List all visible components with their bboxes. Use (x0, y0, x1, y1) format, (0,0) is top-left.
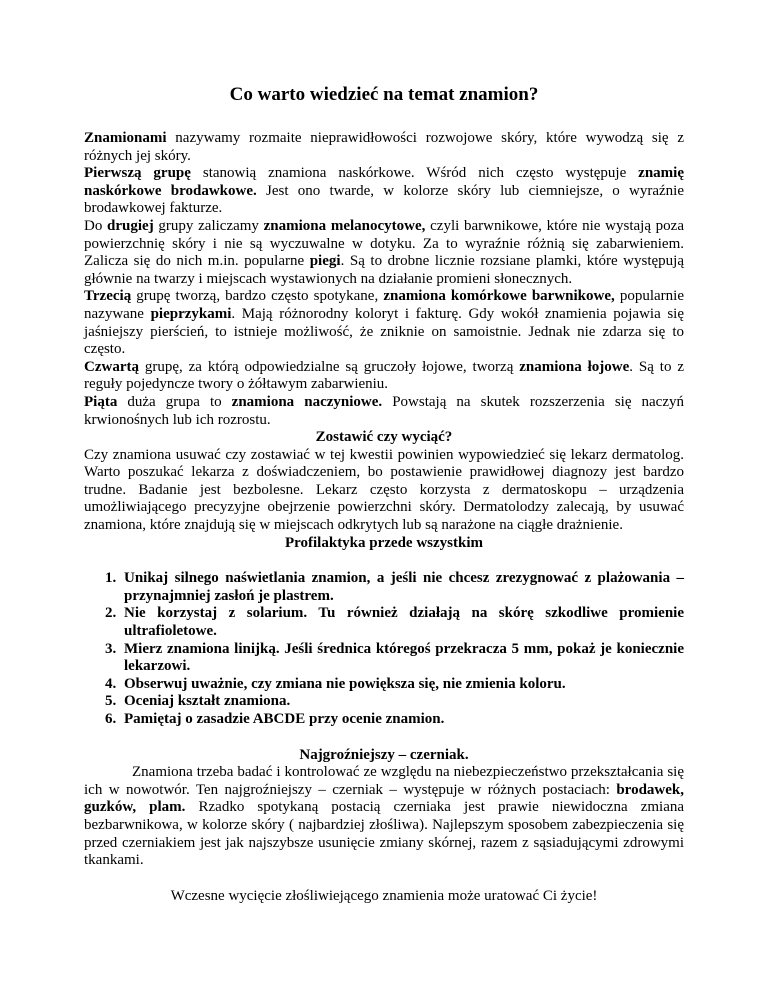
list-item: 5. Oceniaj kształt znamiona. (120, 693, 684, 711)
group4-text-2: . Są to z reguły pojedyncze twory o żółtawym zabarwieniu. (84, 358, 684, 393)
group2-bold-2: znamiona melanocytowe, (263, 217, 426, 234)
list-item: 2. Nie korzystaj z solarium. Tu również działają na skórę szkodliwe promienie ultrafioletowe. (120, 605, 684, 640)
group1-text-1: stanowią znamiona naskórkowe. Wśród nich często występuje (190, 165, 639, 182)
group3-text-3: . Mają różnorodny koloryt i fakturę. Gdy wokół znamienia pojawia się jaśniejszy pierścień, to istnieje możliwość, że zniknie on samoistnie. Jednak nie zdarza się to często. (84, 305, 684, 358)
group1-bold-2: znamię naskórkowe brodawkowe. (84, 165, 684, 199)
group2-text-1: grupy zaliczamy (153, 217, 264, 234)
group3-text-2: popularnie nazywane (84, 288, 684, 322)
intro-bold: Znamionami (84, 130, 167, 146)
group3-bold-1: Trzecią (84, 288, 132, 305)
section2-heading: Zostawić czy wyciąć? (315, 429, 453, 446)
group3-bold-3: pieprzykami (150, 305, 232, 322)
group1-text-2: Jest ono twarde, w kolorze skóry lub ciemniejsze, o wyraźnie brodawkowej fakturze. (84, 182, 685, 217)
group5-paragraph (84, 394, 684, 429)
group5-text-1: duża grupa to (117, 393, 232, 410)
section4-text-2: Rzadko spotykaną postacią czerniaka jest prawie niewidoczna zmiana bezbarwnikowa, w kolorze skóry ( najbardziej złośliwa). Najlepszym sposobem zabezpieczenia się przed czerniakiem jest jak najszybsze usunięcie zmiany skórnej, razem z sąsiadującymi zdrowymi tkankami. (84, 799, 685, 869)
list-item: 1. Unikaj silnego naświetlania znamion, a jeśli nie chcesz zrezygnować z plażowania – przynajmniej zasłoń je plastrem. (120, 570, 684, 605)
section4-bold-1: brodawek, guzków, plam. (84, 781, 684, 816)
group3-paragraph (84, 288, 684, 358)
section4-text-1: Znamiona trzeba badać i kontrolować ze względu na niebezpieczeństwo przekształcania się ich w nowotwór. Ten najgroźniejszy – czerniak – występuje w różnych postaciach: (84, 764, 684, 798)
group2-text-3: . Są to drobne licznie rozsiane plamki, które występują głównie na twarzy i miejscach wystawionych na działanie promieni słonecznych. (84, 253, 684, 287)
list-item: 4. Obserwuj uważnie, czy zmiana nie powiększa się, nie zmienia koloru. (120, 676, 684, 694)
section4-paragraph (84, 764, 684, 870)
group2-bold-1: drugiej (107, 217, 154, 234)
group4-bold-2: znamiona łojowe (519, 358, 630, 375)
intro-text: nazywamy rozmaite nieprawidłowości rozwojowe skóry, które wywodzą się z różnych jej skóry. (84, 130, 684, 164)
group4-text-1: grupę, za którą odpowiedzialne są gruczoły łojowe, tworzą (138, 358, 520, 375)
group5-bold-1: Piąta (84, 393, 118, 410)
group1-bold-1: Pierwszą grupę (84, 165, 191, 182)
section2-paragraph: Czy znamiona usuwać czy zostawiać w tej kwestii powinien wypowiedzieć się lekarz dermatolog. Warto poszukać lekarza z doświadczeniem, bo postawienie prawidłowej diagnozy jest bardzo trudne. Badanie jest bezbolesne. Lekarz często korzysta z dermatoskopu – urządzenia umożliwiającego precyzyjne obejrzenie powierzchni skóry. Dermatolodzy zalecają, by usuwać znamiona, które znajdują się w miejscach odkrytych lub są narażone na ciągłe drażnienie. (84, 446, 684, 534)
group2-text-0: Do (84, 217, 108, 234)
group5-text-2: Powstają na skutek rozszerzenia się naczyń krwionośnych lub ich rozrostu. (84, 393, 684, 428)
group1-paragraph (84, 165, 684, 218)
group3-bold-2: znamiona komórkowe barwnikowe, (383, 288, 615, 305)
group2-text-2: czyli barwnikowe, które nie wystają poza powierzchnię skóry i nie są wyczuwalne w dotyku. Za to wyraźnie różnią się zabarwieniem. Zalicza się do nich m.in. popularne (84, 217, 684, 270)
intro-paragraph (84, 130, 684, 165)
group4-paragraph (84, 359, 684, 394)
group2-paragraph (84, 218, 684, 288)
page-title: Co warto wiedzieć na temat znamion? (229, 84, 539, 105)
section3-heading: Profilaktyka przede wszystkim (284, 534, 484, 551)
group5-bold-2: znamiona naczyniowe. (231, 393, 383, 410)
group2-bold-3: piegi (309, 253, 341, 270)
closing-sentence: Wczesne wycięcie złośliwiejącego znamienia może uratować Ci życie! (170, 887, 598, 904)
group3-text-1: grupę tworzą, bardzo często spotykane, (131, 288, 384, 305)
prevention-list (84, 570, 684, 728)
section4-heading: Najgroźniejszy – czerniak. (299, 746, 469, 763)
list-item: 6. Pamiętaj o zasadzie ABCDE przy ocenie znamion. (120, 711, 684, 729)
group4-bold-1: Czwartą (84, 358, 139, 375)
list-item: 3. Mierz znamiona linijką. Jeśli średnica któregoś przekracza 5 mm, pokaż je koniecznie lekarzowi. (120, 641, 684, 676)
